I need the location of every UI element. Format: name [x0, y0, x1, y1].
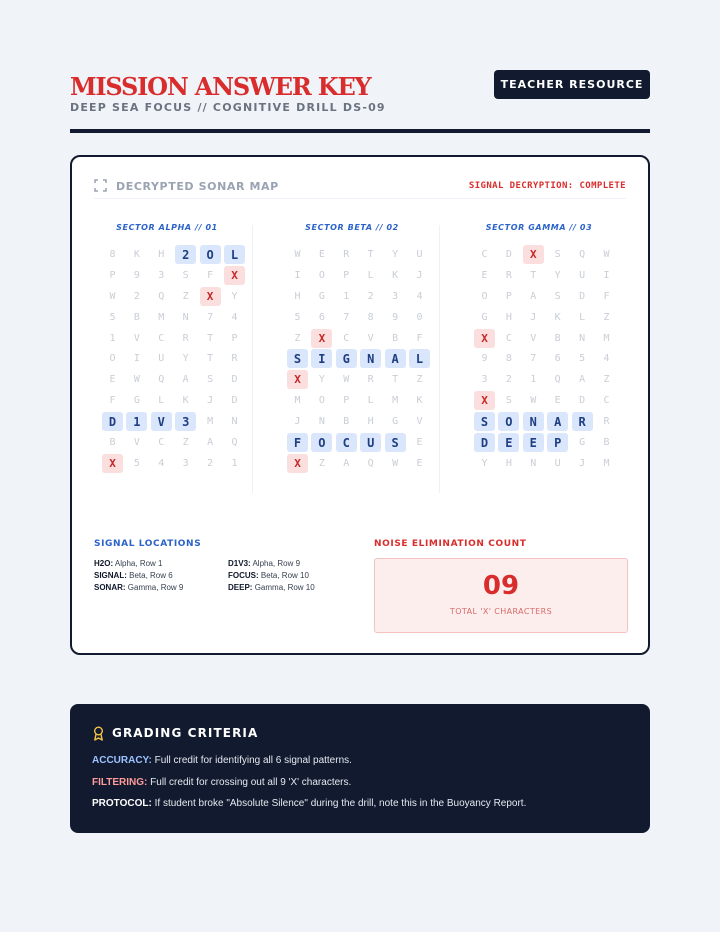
grid-row	[102, 454, 242, 475]
signal-cell: 3	[175, 412, 196, 431]
grid-cell: C	[343, 332, 350, 344]
grid-row	[474, 412, 614, 433]
grid-cell: M	[603, 332, 610, 344]
grid-row	[287, 308, 427, 329]
grid-cell: N	[579, 332, 586, 344]
grid-cell: V	[416, 416, 423, 428]
grid-cell: A	[343, 457, 350, 469]
grid-cell: U	[554, 457, 561, 469]
grid-cell: 9	[133, 269, 140, 281]
location-item	[228, 583, 315, 592]
sector-alpha	[82, 219, 252, 489]
grid-cell: S	[207, 374, 214, 386]
grid-cell: W	[530, 395, 537, 407]
signal-cell: P	[547, 433, 568, 452]
location-item	[228, 571, 309, 580]
grid-cell: E	[416, 457, 423, 469]
grid-cell: A	[579, 374, 586, 386]
grid-cell: B	[343, 416, 350, 428]
grid-row	[474, 287, 614, 308]
grid-row	[474, 370, 614, 391]
noise-x-cell: X	[523, 245, 544, 264]
location-item	[228, 559, 300, 568]
grid-cell: P	[505, 290, 512, 302]
grid-cell: R	[231, 353, 238, 365]
grid-cell: Q	[579, 249, 586, 260]
noise-x-cell: X	[287, 454, 308, 473]
grid-cell: H	[294, 290, 301, 302]
grid-cell: O	[481, 290, 488, 302]
grid-cell: 2	[367, 290, 374, 302]
signal-cell: A	[547, 412, 568, 431]
grid-cell: 8	[109, 249, 116, 260]
grid-cell: V	[133, 332, 140, 344]
signal-cell: D	[102, 412, 123, 431]
grid-cell: W	[133, 374, 140, 386]
location-key: SIGNAL:	[94, 571, 127, 580]
signal-cell: E	[523, 433, 544, 452]
grid-row	[102, 308, 242, 329]
accuracy-key: ACCURACY:	[92, 755, 152, 766]
grid-cell: T	[207, 332, 214, 344]
grid-cell: J	[579, 457, 586, 469]
header-divider	[70, 129, 650, 133]
ribbon-award-icon	[92, 726, 105, 741]
grid-cell: 2	[505, 374, 512, 386]
grid-cell: D	[231, 395, 238, 407]
location-value: Alpha, Row 1	[114, 559, 163, 568]
grid-cell: Y	[481, 457, 488, 469]
noise-x-cell: X	[287, 370, 308, 389]
grid-cell: 3	[481, 374, 488, 386]
signal-cell: L	[409, 349, 430, 368]
grid-cell: 6	[554, 353, 561, 365]
grid-cell: 5	[579, 353, 586, 365]
grid-cell: I	[294, 269, 301, 281]
grid-cell: Q	[554, 374, 561, 386]
signal-cell: O	[311, 433, 332, 452]
noise-count-value: 09	[482, 571, 520, 601]
grid-cell: J	[294, 416, 301, 428]
filtering-text: Full credit for crossing out all 9 'X' characters.	[150, 777, 352, 788]
noise-count-label: TOTAL 'X' CHARACTERS	[449, 607, 553, 616]
grid-cell: D	[579, 290, 586, 302]
noise-count-box	[374, 558, 628, 633]
signal-cell: R	[572, 412, 593, 431]
sector-gamma	[454, 219, 624, 489]
grid-row	[474, 245, 614, 266]
sector-beta	[267, 219, 437, 489]
grid-cell: 2	[133, 290, 140, 302]
grid-cell: 3	[392, 290, 399, 302]
grid-cell: M	[294, 395, 301, 407]
page-subtitle: DEEP SEA FOCUS // COGNITIVE DRILL DS-09	[70, 101, 386, 114]
grid-row	[474, 266, 614, 287]
location-item	[94, 583, 183, 592]
grid-cell: W	[392, 457, 399, 469]
grid-row	[287, 329, 427, 350]
grid-cell: 5	[133, 457, 140, 469]
grid-cell: Z	[318, 457, 325, 469]
grid-cell: C	[158, 332, 165, 344]
grid-cell: L	[367, 269, 374, 281]
grid-cell: P	[343, 269, 350, 281]
sector-grid	[287, 245, 427, 475]
grid-cell: 0	[416, 311, 423, 323]
grid-row	[474, 454, 614, 475]
grid-cell: Z	[294, 332, 301, 344]
grid-cell: W	[294, 249, 301, 260]
grid-cell: D	[505, 249, 512, 260]
sector-divider	[252, 225, 253, 493]
location-item	[94, 559, 163, 568]
grid-cell: U	[579, 269, 586, 281]
page-title: MISSION ANSWER KEY	[70, 72, 371, 101]
grid-cell: 1	[109, 332, 116, 344]
grid-cell: L	[367, 395, 374, 407]
grid-cell: M	[207, 416, 214, 428]
grid-cell: J	[530, 311, 537, 323]
grid-cell: 7	[343, 311, 350, 323]
signal-cell: V	[151, 412, 172, 431]
grid-cell: G	[579, 437, 586, 449]
location-key: DEEP:	[228, 583, 253, 592]
grid-cell: Q	[367, 457, 374, 469]
signal-cell: G	[336, 349, 357, 368]
signal-cell: S	[287, 349, 308, 368]
grid-cell: N	[530, 457, 537, 469]
grid-cell: K	[416, 395, 423, 407]
protocol-text: If student broke "Absolute Silence" during the drill, note this in the Buoyancy Report.	[154, 798, 527, 809]
grid-row	[287, 349, 427, 370]
grid-cell: T	[367, 249, 374, 260]
grid-cell: 7	[207, 311, 214, 323]
protocol-key: PROTOCOL:	[92, 798, 152, 809]
grid-row	[287, 266, 427, 287]
grid-cell: P	[343, 395, 350, 407]
grid-cell: G	[318, 290, 325, 302]
grid-row	[287, 287, 427, 308]
grading-criteria-panel	[70, 704, 650, 833]
grid-cell: Z	[603, 374, 610, 386]
grid-cell: 5	[109, 311, 116, 323]
signal-cell: 2	[175, 245, 196, 264]
grid-cell: V	[367, 332, 374, 344]
grid-cell: E	[554, 395, 561, 407]
grid-cell: Q	[158, 374, 165, 386]
grid-cell: S	[182, 269, 189, 281]
grid-cell: Z	[182, 437, 189, 449]
grid-row	[287, 433, 427, 454]
location-key: FOCUS:	[228, 571, 259, 580]
grading-protocol	[92, 798, 526, 809]
grid-cell: D	[579, 395, 586, 407]
location-value: Beta, Row 10	[260, 571, 309, 580]
grid-cell: 9	[392, 311, 399, 323]
signal-cell: O	[200, 245, 221, 264]
grid-cell: Z	[416, 374, 423, 386]
location-value: Alpha, Row 9	[252, 559, 301, 568]
grid-cell: 4	[416, 290, 423, 302]
grid-cell: W	[109, 290, 116, 302]
sector-title: SECTOR BETA // 02	[305, 223, 399, 232]
location-key: H2O:	[94, 559, 114, 568]
signal-cell: A	[385, 349, 406, 368]
accuracy-text: Full credit for identifying all 6 signal patterns.	[154, 755, 352, 766]
grid-cell: 4	[603, 353, 610, 365]
grid-cell: T	[207, 353, 214, 365]
grid-cell: P	[231, 332, 238, 344]
grid-cell: E	[109, 374, 116, 386]
grid-cell: 5	[294, 311, 301, 323]
grid-cell: P	[109, 269, 116, 281]
sonar-map-header	[94, 179, 626, 199]
scan-frame-icon	[94, 179, 107, 192]
grading-title: GRADING CRITERIA	[112, 726, 259, 740]
grid-cell: Y	[318, 374, 325, 386]
grid-cell: 1	[343, 290, 350, 302]
grid-cell: H	[158, 249, 165, 260]
grid-cell: V	[530, 332, 537, 344]
grid-row	[102, 370, 242, 391]
grid-row	[102, 349, 242, 370]
grid-cell: G	[133, 395, 140, 407]
sector-title: SECTOR GAMMA // 03	[485, 223, 593, 232]
grid-cell: Y	[392, 249, 399, 260]
grid-cell: S	[554, 290, 561, 302]
grid-cell: G	[481, 311, 488, 323]
grid-cell: G	[392, 416, 399, 428]
grid-cell: E	[318, 249, 325, 260]
grid-cell: T	[392, 374, 399, 386]
location-value: Gamma, Row 10	[254, 583, 315, 592]
grid-cell: R	[505, 269, 512, 281]
grid-cell: A	[207, 437, 214, 449]
grid-cell: H	[367, 416, 374, 428]
grid-cell: L	[158, 395, 165, 407]
sector-grid	[102, 245, 242, 475]
grid-cell: R	[343, 249, 350, 260]
grid-cell: U	[158, 353, 165, 365]
grid-cell: R	[367, 374, 374, 386]
grid-row	[474, 308, 614, 329]
grid-cell: A	[530, 290, 537, 302]
grid-cell: B	[133, 311, 140, 323]
grid-cell: 3	[182, 457, 189, 469]
grid-cell: V	[133, 437, 140, 449]
grid-cell: M	[392, 395, 399, 407]
grid-cell: U	[416, 249, 423, 260]
sector-title: SECTOR ALPHA // 01	[116, 223, 218, 232]
signal-cell: S	[385, 433, 406, 452]
signal-cell: O	[498, 412, 519, 431]
grid-cell: T	[530, 269, 537, 281]
grid-cell: H	[505, 311, 512, 323]
grid-cell: D	[231, 374, 238, 386]
grid-row	[287, 454, 427, 475]
grid-cell: E	[481, 269, 488, 281]
grid-cell: 8	[505, 353, 512, 365]
grid-row	[102, 329, 242, 350]
teacher-resource-badge: TEACHER RESOURCE	[494, 70, 650, 99]
grid-cell: R	[182, 332, 189, 344]
grid-cell: 1	[530, 374, 537, 386]
grid-cell: K	[133, 249, 140, 260]
grid-row	[474, 329, 614, 350]
grid-cell: I	[603, 269, 610, 281]
grid-cell: N	[231, 416, 238, 428]
grid-row	[102, 245, 242, 266]
grid-cell: B	[392, 332, 399, 344]
grid-cell: I	[133, 353, 140, 365]
noise-count-title: NOISE ELIMINATION COUNT	[374, 539, 527, 549]
grid-cell: J	[207, 395, 214, 407]
grid-row	[474, 391, 614, 412]
grid-cell: 1	[231, 457, 238, 469]
sector-grid	[474, 245, 614, 475]
location-key: SONAR:	[94, 583, 126, 592]
grid-cell: N	[182, 311, 189, 323]
grid-cell: Z	[182, 290, 189, 302]
grid-cell: Y	[554, 269, 561, 281]
grid-row	[102, 412, 242, 433]
grid-cell: F	[109, 395, 116, 407]
grid-cell: K	[182, 395, 189, 407]
signal-cell: N	[360, 349, 381, 368]
grid-cell: L	[579, 311, 586, 323]
grid-row	[102, 266, 242, 287]
sonar-map-title: DECRYPTED SONAR MAP	[116, 180, 279, 193]
grid-cell: C	[505, 332, 512, 344]
grid-row	[102, 391, 242, 412]
sector-divider	[439, 225, 440, 493]
grid-cell: B	[603, 437, 610, 449]
grid-cell: Z	[603, 311, 610, 323]
grid-cell: J	[416, 269, 423, 281]
grid-cell: O	[318, 395, 325, 407]
grid-cell: C	[481, 249, 488, 260]
grid-cell: O	[318, 269, 325, 281]
page-header	[70, 70, 650, 132]
grid-row	[102, 287, 242, 308]
grid-row	[474, 433, 614, 454]
grid-cell: 9	[481, 353, 488, 365]
grid-cell: 4	[231, 311, 238, 323]
grid-cell: K	[392, 269, 399, 281]
grid-cell: M	[158, 311, 165, 323]
grid-row	[287, 245, 427, 266]
grid-cell: F	[603, 290, 610, 302]
noise-x-cell: X	[102, 454, 123, 473]
grid-cell: 7	[530, 353, 537, 365]
grid-cell: Y	[182, 353, 189, 365]
filtering-key: FILTERING:	[92, 777, 148, 788]
grid-row	[287, 391, 427, 412]
signal-locations-title: SIGNAL LOCATIONS	[94, 539, 202, 549]
grid-cell: Q	[158, 290, 165, 302]
noise-x-cell: X	[311, 329, 332, 348]
grid-cell: R	[603, 416, 610, 428]
signal-cell: F	[287, 433, 308, 452]
grid-cell: C	[603, 395, 610, 407]
decryption-status: SIGNAL DECRYPTION: COMPLETE	[468, 181, 626, 191]
grid-cell: S	[554, 249, 561, 260]
grid-cell: W	[343, 374, 350, 386]
signal-cell: U	[360, 433, 381, 452]
grid-cell: O	[109, 353, 116, 365]
noise-x-cell: X	[474, 391, 495, 410]
grid-cell: 4	[158, 457, 165, 469]
signal-cell: L	[224, 245, 245, 264]
grid-row	[287, 370, 427, 391]
noise-x-cell: X	[200, 287, 221, 306]
grid-row	[102, 433, 242, 454]
grid-cell: W	[603, 249, 610, 260]
grid-cell: K	[554, 311, 561, 323]
grading-accuracy	[92, 755, 352, 766]
grid-cell: B	[109, 437, 116, 449]
signal-cell: C	[336, 433, 357, 452]
noise-x-cell: X	[224, 266, 245, 285]
grid-cell: A	[182, 374, 189, 386]
signal-cell: 1	[126, 412, 147, 431]
grid-cell: 8	[367, 311, 374, 323]
grid-row	[474, 349, 614, 370]
grid-cell: H	[505, 457, 512, 469]
signal-cell: I	[311, 349, 332, 368]
grid-cell: 2	[207, 457, 214, 469]
grid-cell: F	[416, 332, 423, 344]
signal-cell: D	[474, 433, 495, 452]
grid-cell: C	[158, 437, 165, 449]
location-key: D1V3:	[228, 559, 251, 568]
grid-cell: M	[603, 457, 610, 469]
grid-cell: 6	[318, 311, 325, 323]
location-value: Beta, Row 6	[129, 571, 173, 580]
grid-row	[287, 412, 427, 433]
grid-cell: B	[554, 332, 561, 344]
noise-x-cell: X	[474, 329, 495, 348]
grid-cell: F	[207, 269, 214, 281]
grid-cell: Q	[231, 437, 238, 449]
location-value: Gamma, Row 9	[127, 583, 184, 592]
signal-cell: E	[498, 433, 519, 452]
grid-cell: S	[505, 395, 512, 407]
grid-cell: Y	[231, 290, 238, 302]
sonar-map-card	[70, 155, 650, 655]
signal-cell: N	[523, 412, 544, 431]
location-item	[94, 571, 173, 580]
signal-cell: S	[474, 412, 495, 431]
grading-filtering	[92, 777, 351, 788]
grid-cell: N	[318, 416, 325, 428]
grid-cell: 3	[158, 269, 165, 281]
grid-cell: E	[416, 437, 423, 449]
